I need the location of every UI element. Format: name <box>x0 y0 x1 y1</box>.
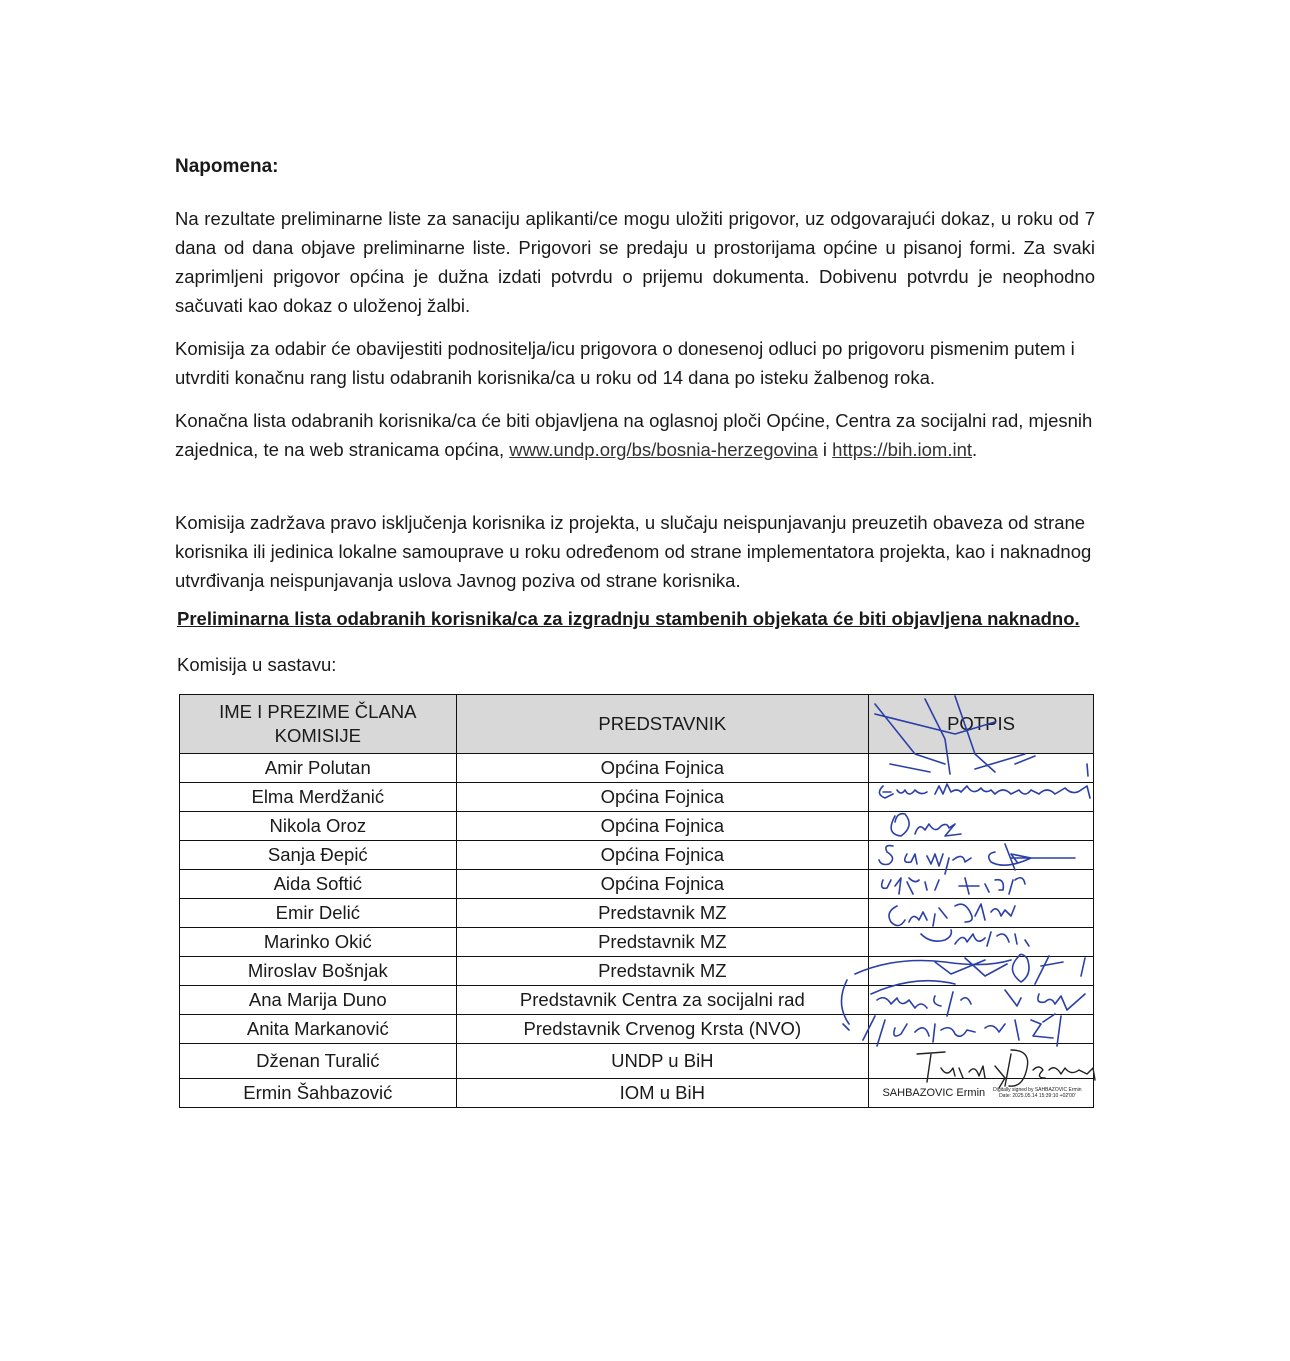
table-header-row <box>180 695 1094 754</box>
member-name: Elma Merdžanić <box>180 783 457 812</box>
header-name: IME I PREZIME ČLANA KOMISIJE <box>180 695 457 754</box>
iom-link[interactable]: https://bih.iom.int <box>832 439 972 460</box>
digital-signature-details <box>993 1087 1081 1099</box>
member-representative: Predstavnik MZ <box>456 957 868 986</box>
conjunction-text: i <box>817 439 833 460</box>
member-representative: Predstavnik Crvenog Krsta (NVO) <box>456 1015 868 1044</box>
signature-cell <box>869 841 1094 870</box>
member-representative: Općina Fojnica <box>456 783 868 812</box>
signature-cell <box>869 899 1094 928</box>
header-signature: POTPIS <box>869 695 1094 754</box>
member-name: Amir Polutan <box>180 754 457 783</box>
member-representative: Predstavnik Centra za socijalni rad <box>456 986 868 1015</box>
commission-label: Komisija u sastavu: <box>177 654 337 675</box>
final-list-text: Konačna lista odabranih korisnika/ca će biti objavljena na oglasnoj ploči Općine, Centra za socijalni rad, mjesnih zajednica, te na web stranicama općina, <box>175 410 1093 460</box>
signature-cell <box>869 812 1094 841</box>
member-name: Ermin Šahbazović <box>180 1079 457 1108</box>
member-name: Emir Delić <box>180 899 457 928</box>
member-name: Aida Softić <box>180 870 457 899</box>
member-representative: Općina Fojnica <box>456 812 868 841</box>
announcement-heading: Preliminarna lista odabranih korisnika/ca za izgradnju stambenih objekata će biti objavljena naknadno. <box>177 608 1080 629</box>
member-representative: Predstavnik MZ <box>456 899 868 928</box>
note-heading: Napomena: <box>175 156 279 177</box>
member-representative: Općina Fojnica <box>456 841 868 870</box>
digital-signature-line2: Date: 2025.05.14 15:39:10 +02'00' <box>999 1093 1076 1100</box>
signature-cell <box>869 928 1094 957</box>
member-representative: IOM u BiH <box>456 1079 868 1108</box>
undp-link[interactable]: www.undp.org/bs/bosnia-herzegovina <box>509 439 818 460</box>
paragraph-final-list <box>175 406 1095 464</box>
table-row <box>180 957 1094 986</box>
signature-cell <box>869 986 1094 1015</box>
member-name: Nikola Oroz <box>180 812 457 841</box>
table-row <box>180 870 1094 899</box>
paragraph-objection-rules: Na rezultate preliminarne liste za sanaciju aplikanti/ce mogu uložiti prigovor, uz odgovarajući dokaz, u roku od 7 dana od dana objave preliminarne liste. Prigovori se predaju u prostorijama općine u pisanoj formi. Za svaki zaprimljeni prigovor općina je dužna izdati potvrdu o prijemu dokumenta. Dobivenu potvrdu je neophodno sačuvati kao dokaz o uloženoj žalbi. <box>175 208 1095 316</box>
member-name: Marinko Okić <box>180 928 457 957</box>
table-row <box>180 841 1094 870</box>
table-row <box>180 986 1094 1015</box>
paragraph-commission-decision: Komisija za odabir će obavijestiti podnositelja/icu prigovora o donesenoj odluci po prigovoru pismenim putem i utvrditi konačnu rang listu odabranih korisnika/ca u roku od 14 dana po isteku žalbenog roka. <box>175 338 1075 388</box>
table-row <box>180 899 1094 928</box>
member-name: Anita Markanović <box>180 1015 457 1044</box>
signature-cell <box>869 870 1094 899</box>
paragraph-exclusion-rights: Komisija zadržava pravo isključenja korisnika iz projekta, u slučaju neispunjavanju preuzetih obaveza od strane korisnika ili jedinica lokalne samouprave u roku određenom od strane implementatora projekta, kao i naknadnog utvrđivanja neispunjavanja uslova Javnog poziva od strane korisnika. <box>175 512 1092 591</box>
member-representative: Općina Fojnica <box>456 870 868 899</box>
table-row <box>180 1015 1094 1044</box>
digital-signature-line1: Digitally signed by SAHBAZOVIC Ermin <box>993 1087 1082 1094</box>
member-name: Miroslav Bošnjak <box>180 957 457 986</box>
member-name: Ana Marija Duno <box>180 986 457 1015</box>
digital-signature-name: SAHBAZOVIC Ermin <box>882 1087 986 1099</box>
signature-cell <box>869 957 1094 986</box>
table-row <box>180 1079 1094 1108</box>
table-row <box>180 812 1094 841</box>
table-row <box>180 754 1094 783</box>
member-representative: Predstavnik MZ <box>456 928 868 957</box>
digital-signature-cell <box>869 1079 1094 1108</box>
signature-cell <box>869 783 1094 812</box>
member-representative: Općina Fojnica <box>456 754 868 783</box>
table-row <box>180 928 1094 957</box>
table-row <box>180 1044 1094 1079</box>
signature-cell <box>869 754 1094 783</box>
member-representative: UNDP u BiH <box>456 1044 868 1079</box>
signature-cell <box>869 1044 1094 1079</box>
member-name: Sanja Đepić <box>180 841 457 870</box>
signature-cell <box>869 1015 1094 1044</box>
member-name: Dženan Turalić <box>180 1044 457 1079</box>
commission-table <box>179 694 1094 1108</box>
period-text: . <box>972 439 978 460</box>
table-row <box>180 783 1094 812</box>
header-representative: PREDSTAVNIK <box>456 695 868 754</box>
